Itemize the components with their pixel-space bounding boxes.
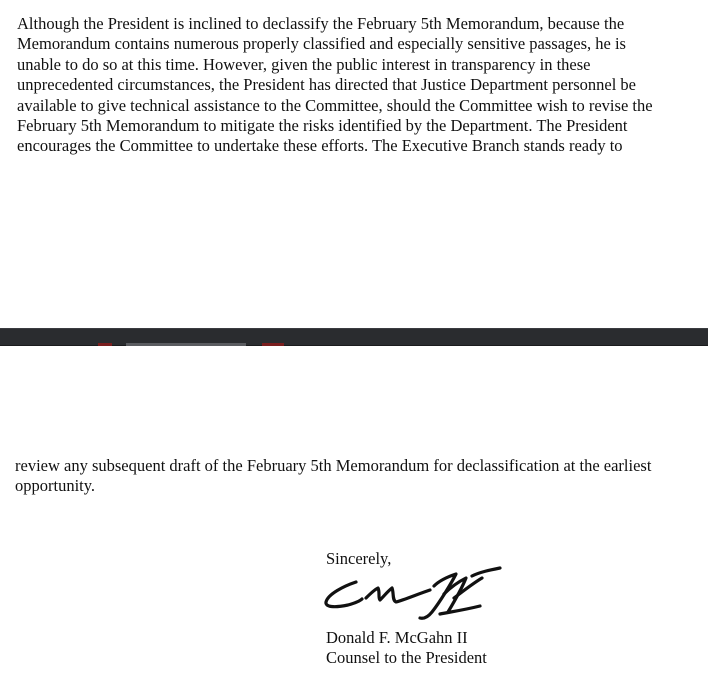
body-line: February 5th Memorandum to mitigate the risks identified by the Department. The President xyxy=(17,116,628,136)
handwritten-signature xyxy=(322,564,512,622)
body-paragraph xyxy=(17,14,693,157)
closing-salutation: Sincerely, xyxy=(326,549,392,568)
body-line: Memorandum contains numerous properly classified and especially sensitive passages, he is xyxy=(17,34,626,54)
body-line: encourages the Committee to undertake these efforts. The Executive Branch stands ready to xyxy=(17,136,623,156)
body-line: available to give technical assistance to the Committee, should the Committee wish to revise the xyxy=(17,95,653,115)
continuation-line: review any subsequent draft of the February 5th Memorandum for declassification at the earliest xyxy=(15,456,652,475)
document-page-top xyxy=(0,0,708,328)
continuation-paragraph xyxy=(15,456,695,497)
body-line: unable to do so at this time. However, given the public interest in transparency in these xyxy=(17,54,591,74)
body-line: Although the President is inclined to declassify the February 5th Memorandum, because the xyxy=(17,14,625,33)
document-page-bottom xyxy=(0,346,708,674)
signer-title: Counsel to the President xyxy=(326,648,487,667)
signer-name: Donald F. McGahn II xyxy=(326,628,468,647)
body-line: unprecedented circumstances, the President has directed that Justice Department personnel be xyxy=(17,75,636,95)
continuation-line: opportunity. xyxy=(15,476,96,496)
